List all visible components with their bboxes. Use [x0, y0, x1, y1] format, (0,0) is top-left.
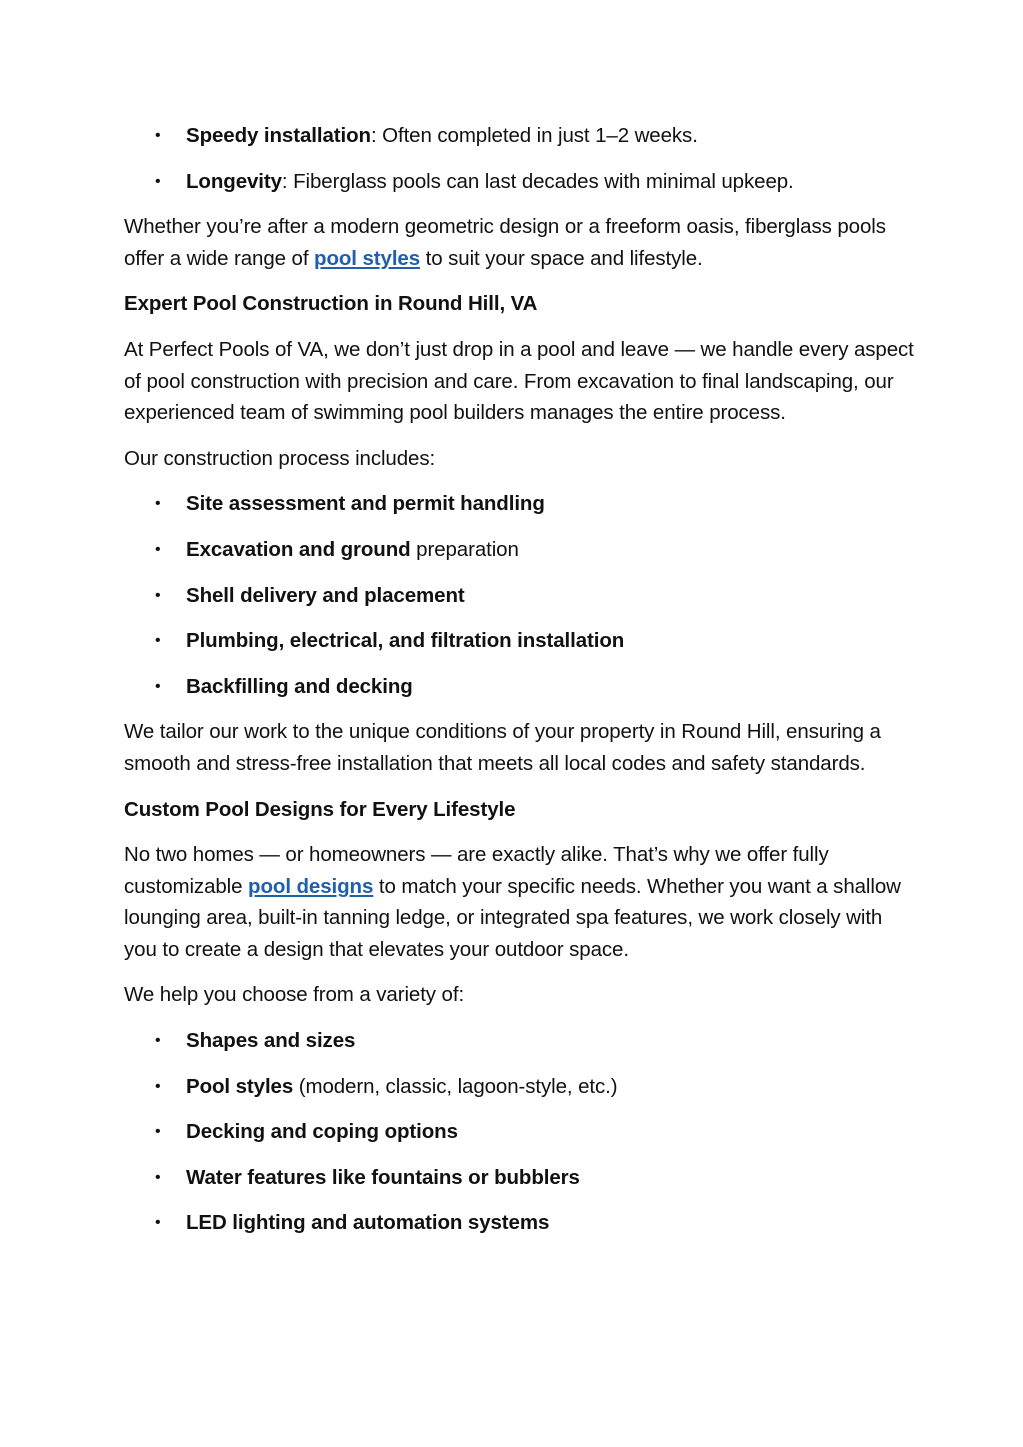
process-intro-paragraph: Our construction process includes: [124, 446, 436, 470]
designs-paragraph [124, 839, 914, 965]
paragraph-text: No two homes — or homeowners — are exactly alike. That’s why we offer fully customizable [124, 843, 829, 898]
list-item-text: : Often completed in just 1–2 weeks. [370, 124, 698, 147]
list-item [124, 488, 914, 520]
bullet-icon: • [155, 1168, 161, 1186]
list-item-text: : Fiberglass pools can last decades with minimal upkeep. [281, 169, 794, 193]
list-item-text: preparation [410, 537, 519, 561]
construction-paragraph: At Perfect Pools of VA, we don’t just drop in a pool and leave — we handle every aspect of pool construction with precision and care. From excavation to final landscaping, our experienced team of swimming pool builders manages the entire process. [124, 337, 914, 425]
list-item-bold: Water features like fountains or bubblers [186, 1165, 580, 1189]
list-item-bold: Backfilling and decking [186, 674, 413, 698]
construction-heading: Expert Pool Construction in Round Hill, VA [124, 292, 538, 316]
list-item [124, 534, 914, 566]
list-item [124, 1207, 914, 1239]
pool-styles-link[interactable]: pool styles [314, 246, 421, 270]
bullet-icon: • [155, 586, 161, 604]
list-item [124, 120, 914, 152]
paragraph-text: to match your specific needs. Whether you want a shallow lounging area, built-in tanning ledge, or integrated spa features, we work closely with you to create a design that elevates your outdoor space. [124, 874, 901, 961]
list-item [124, 1025, 914, 1057]
bullet-icon: • [155, 172, 161, 190]
list-item [124, 671, 914, 703]
list-item-bold: Speedy installation [186, 124, 371, 147]
list-item-bold: Site assessment and permit handling [186, 492, 545, 516]
bullet-icon: • [155, 495, 161, 513]
bullet-icon: • [155, 127, 161, 144]
bullet-icon: • [155, 632, 161, 650]
list-item-bold: Decking and coping options [186, 1120, 458, 1144]
list-item [124, 1162, 914, 1194]
paragraph-text: Whether you’re after a modern geometric design or a freeform oasis, fiberglass pools offer a wide range of [124, 215, 886, 270]
list-item [124, 1071, 914, 1103]
bullet-icon: • [155, 1032, 161, 1050]
list-item-bold: Plumbing, electrical, and filtration installation [186, 629, 625, 653]
list-item-bold: Shapes and sizes [186, 1029, 356, 1053]
list-item [124, 166, 914, 198]
benefits-list [124, 120, 914, 197]
document-page [124, 120, 914, 1253]
pool-designs-link[interactable]: pool designs [248, 874, 374, 898]
process-list [124, 488, 914, 702]
list-item-text: (modern, classic, lagoon-style, etc.) [293, 1074, 618, 1098]
bullet-icon: • [155, 540, 161, 558]
options-list [124, 1025, 914, 1239]
list-item-bold: Pool styles [186, 1074, 294, 1098]
list-item-bold: LED lighting and automation systems [186, 1211, 550, 1235]
bullet-icon: • [155, 1214, 161, 1232]
pool-styles-paragraph [124, 211, 914, 274]
tailor-paragraph: We tailor our work to the unique conditions of your property in Round Hill, ensuring a smooth and stress-free installation that meets all local codes and safety standards. [124, 720, 881, 775]
bullet-icon: • [155, 1077, 161, 1095]
designs-heading: Custom Pool Designs for Every Lifestyle [124, 797, 516, 821]
list-item-bold: Excavation and ground [186, 537, 411, 561]
list-item-bold: Longevity [186, 169, 282, 193]
list-item [124, 580, 914, 612]
bullet-icon: • [155, 1123, 161, 1141]
bullet-icon: • [155, 677, 161, 695]
list-item-bold: Shell delivery and placement [186, 583, 465, 607]
list-item [124, 625, 914, 657]
variety-intro-paragraph: We help you choose from a variety of: [124, 983, 465, 1007]
list-item [124, 1116, 914, 1148]
paragraph-text: to suit your space and lifestyle. [420, 246, 703, 270]
